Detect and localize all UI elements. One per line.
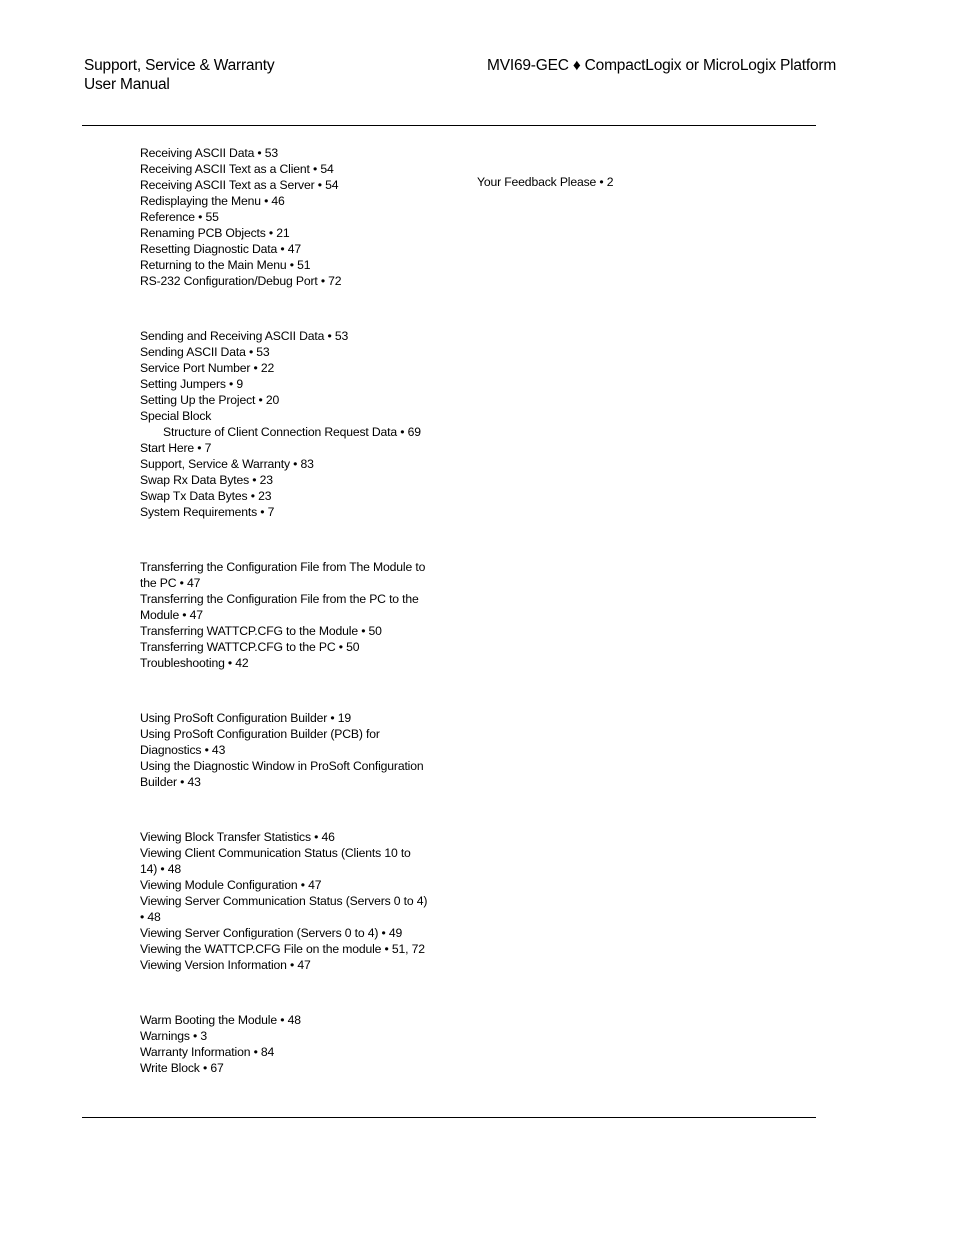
index-entry <box>140 710 440 726</box>
index-entry-text: Viewing Server Configuration (Servers 0 to 4) • 49 <box>140 926 403 940</box>
index-entry <box>140 145 440 161</box>
index-entry-text: Transferring WATTCP.CFG to the Module • 50 <box>140 624 382 638</box>
index-section <box>140 710 440 790</box>
index-entry-text: Service Port Number • 22 <box>140 361 275 375</box>
index-entry <box>140 376 440 392</box>
index-entry <box>140 472 440 488</box>
index-entry-text: Swap Rx Data Bytes • 23 <box>140 473 273 487</box>
index-entry <box>140 925 440 941</box>
index-entry-continuation: Module • 47 <box>140 608 203 622</box>
index-entry-text: Warranty Information • 84 <box>140 1045 275 1059</box>
index-entry <box>140 1060 440 1076</box>
running-header-right: MVI69-GEC ♦ CompactLogix or MicroLogix Platform <box>487 57 837 74</box>
index-entry-text: Sending ASCII Data • 53 <box>140 345 270 359</box>
index-section <box>140 328 440 520</box>
index-entry <box>140 456 440 472</box>
index-entry-text: RS-232 Configuration/Debug Port • 72 <box>140 274 342 288</box>
index-entry-text: Viewing Version Information • 47 <box>140 958 311 972</box>
index-entry <box>140 829 440 845</box>
index-entry <box>140 273 440 289</box>
index-entry-text: Transferring the Configuration File from The Module to <box>140 560 426 574</box>
index-entry <box>140 845 440 877</box>
header-rule <box>82 125 816 126</box>
index-entry-text: Transferring WATTCP.CFG to the PC • 50 <box>140 640 360 654</box>
index-entry-continuation: Diagnostics • 43 <box>140 743 226 757</box>
index-entry-continuation: • 48 <box>140 910 161 924</box>
index-entry-text: Sending and Receiving ASCII Data • 53 <box>140 329 349 343</box>
index-entry <box>140 726 440 758</box>
index-entry <box>140 1012 440 1028</box>
index-entry <box>140 392 440 408</box>
index-section <box>140 1012 440 1076</box>
index-subentry: Structure of Client Connection Request Data • 69 <box>163 425 421 439</box>
index-entry <box>477 174 777 190</box>
index-entry-text: Using ProSoft Configuration Builder • 19 <box>140 711 351 725</box>
index-entry-text: Viewing Module Configuration • 47 <box>140 878 322 892</box>
index-entry <box>140 193 440 209</box>
index-entry <box>140 408 440 424</box>
index-entry-text: Renaming PCB Objects • 21 <box>140 226 290 240</box>
index-entry <box>140 504 440 520</box>
index-entry-text: Viewing Block Transfer Statistics • 46 <box>140 830 335 844</box>
index-entry <box>140 257 440 273</box>
index-entry-text: Warm Booting the Module • 48 <box>140 1013 301 1027</box>
index-entry-continuation: Builder • 43 <box>140 775 201 789</box>
index-entry <box>140 209 440 225</box>
index-entry <box>140 758 440 790</box>
index-entry-continuation: the PC • 47 <box>140 576 201 590</box>
index-entry <box>140 177 440 193</box>
index-column-left <box>140 145 440 1115</box>
index-entry <box>140 488 440 504</box>
index-entry <box>140 225 440 241</box>
index-entry <box>140 893 440 925</box>
index-entry-text: Receiving ASCII Data • 53 <box>140 146 279 160</box>
index-entry-text: Warnings • 3 <box>140 1029 208 1043</box>
index-entry-text: Start Here • 7 <box>140 441 212 455</box>
index-entry-text: Using the Diagnostic Window in ProSoft Configuration <box>140 759 424 773</box>
index-section <box>140 829 440 973</box>
index-column-right <box>477 174 777 229</box>
header-document-type: User Manual <box>84 76 170 93</box>
header-section-title: Support, Service & Warranty <box>84 57 275 74</box>
index-entry <box>140 328 440 344</box>
index-entry <box>140 623 440 639</box>
index-entry <box>140 440 440 456</box>
index-entry <box>140 161 440 177</box>
index-section <box>140 145 440 289</box>
index-entry <box>140 344 440 360</box>
index-entry-text: Support, Service & Warranty • 83 <box>140 457 314 471</box>
index-entry <box>140 877 440 893</box>
index-section <box>140 559 440 671</box>
index-entry-text: Viewing the WATTCP.CFG File on the module • 51, 72 <box>140 942 425 956</box>
index-entry <box>140 639 440 655</box>
index-entry-text: Troubleshooting • 42 <box>140 656 249 670</box>
index-section <box>477 174 777 190</box>
index-entry-text: Setting Up the Project • 20 <box>140 393 280 407</box>
index-entry-text: Viewing Server Communication Status (Servers 0 to 4) <box>140 894 428 908</box>
index-entry <box>140 1028 440 1044</box>
index-entry-text: Reference • 55 <box>140 210 219 224</box>
index-entry-text: Your Feedback Please • 2 <box>477 175 614 189</box>
footer-rule <box>82 1117 816 1118</box>
running-header-left <box>84 56 274 94</box>
index-entry-text: Resetting Diagnostic Data • 47 <box>140 242 302 256</box>
index-entry-text: Write Block • 67 <box>140 1061 224 1075</box>
index-entry-text: System Requirements • 7 <box>140 505 275 519</box>
index-entry <box>140 241 440 257</box>
index-entry-text: Returning to the Main Menu • 51 <box>140 258 311 272</box>
index-entry-text: Receiving ASCII Text as a Server • 54 <box>140 178 339 192</box>
index-entry <box>140 1044 440 1060</box>
index-entry-text: Redisplaying the Menu • 46 <box>140 194 285 208</box>
index-entry <box>140 360 440 376</box>
index-entry-text: Transferring the Configuration File from the PC to the <box>140 592 419 606</box>
index-entry <box>140 655 440 671</box>
index-entry-text: Using ProSoft Configuration Builder (PCB) for <box>140 727 380 741</box>
index-entry-text: Viewing Client Communication Status (Clients 10 to <box>140 846 411 860</box>
index-entry-text: Special Block <box>140 409 212 423</box>
index-entry <box>140 957 440 973</box>
index-entry-text: Setting Jumpers • 9 <box>140 377 244 391</box>
index-entry-text: Receiving ASCII Text as a Client • 54 <box>140 162 334 176</box>
index-entry <box>140 591 440 623</box>
index-entry-continuation: 14) • 48 <box>140 862 182 876</box>
index-entry-text: Swap Tx Data Bytes • 23 <box>140 489 272 503</box>
index-entry <box>140 559 440 591</box>
index-entry <box>140 941 440 957</box>
